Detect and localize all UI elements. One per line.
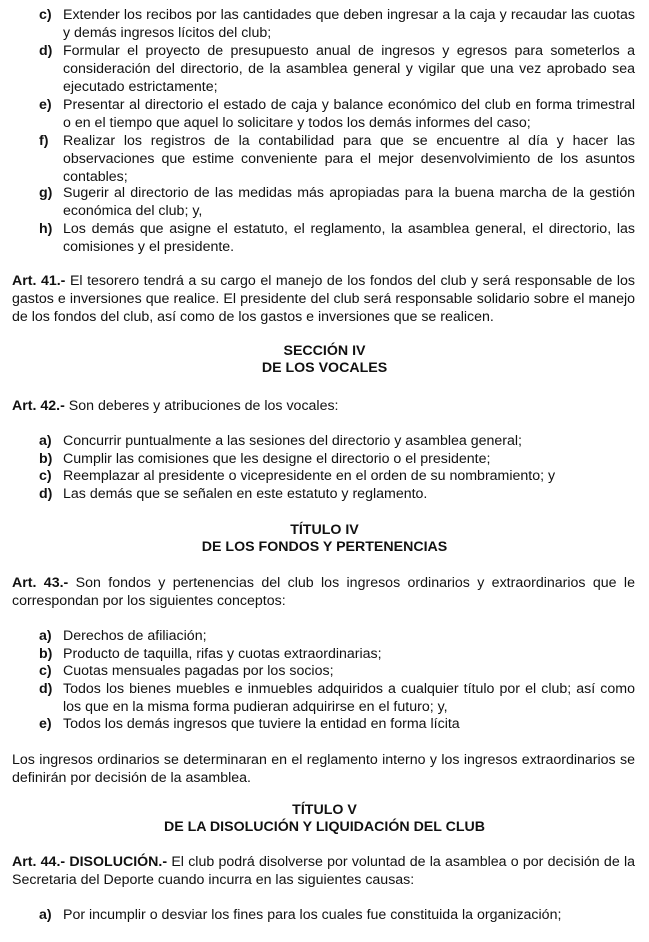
item-letter: e) [39, 716, 52, 732]
item-letter: a) [39, 628, 52, 644]
article-42 [12, 397, 635, 415]
article-41 [12, 272, 635, 326]
item-text: Reemplazar al presidente o vicepresidente en el orden de su nombramiento; y [63, 468, 556, 484]
title-heading-line2: DE LA DISOLUCIÓN Y LIQUIDACIÓN DEL CLUB [163, 819, 486, 835]
item-letter: h) [39, 221, 53, 237]
list-item-c [39, 467, 635, 485]
item-letter: d) [39, 43, 53, 59]
article-label: Art. 42.- [12, 398, 65, 414]
section-heading-line1: SECCIÓN IV [283, 343, 366, 359]
title-heading-line1: TÍTULO V [292, 802, 357, 818]
item-letter: e) [39, 97, 52, 113]
item-text: Por incumplir o desviar los fines para los cuales fue constituida la organización; [63, 907, 562, 923]
item-text: Presentar al directorio el estado de caja y balance económico del club en forma trimestral o en el tiempo que aquel lo solicitare y todos los demás informes del caso; [63, 97, 635, 131]
article-text: El club podrá disolverse por voluntad de la asamblea o por decisión de la Secretaria del Deporte cuando incurra en las siguientes causas: [12, 854, 635, 888]
ingresos-paragraph: Los ingresos ordinarios se determinaran en el reglamento interno y los ingresos extraordinarios se definirán por decisión de la asamblea. [12, 752, 635, 786]
article-44 [12, 853, 635, 889]
item-letter: d) [39, 681, 53, 697]
list-item-d [39, 680, 635, 716]
item-letter: g) [39, 185, 53, 201]
section-heading-line2: DE LOS VOCALES [261, 360, 388, 376]
list-item-d [39, 485, 635, 503]
list-item-f [39, 132, 635, 186]
list-item-e [39, 96, 635, 132]
article-label: Art. 41.- [12, 273, 66, 289]
item-text: Producto de taquilla, rifas y cuotas extraordinarias; [63, 646, 382, 662]
item-text: Sugerir al directorio de las medidas más apropiadas para la buena marcha de la gestión económica del club; y, [63, 185, 635, 219]
list-item-g [39, 184, 635, 220]
item-letter: d) [39, 486, 53, 502]
title-heading-line2: DE LOS FONDOS Y PERTENENCIAS [201, 539, 448, 555]
item-text: Todos los bienes muebles e inmuebles adquiridos a cualquier título por el club; así como los que en la misma forma pudieran adquirirse en el futuro; y, [63, 681, 635, 715]
item-text: Las demás que se señalen en este estatuto y reglamento. [63, 486, 428, 502]
item-letter: c) [39, 663, 52, 679]
article-label: Art. 43.- [12, 575, 69, 591]
item-text: Realizar los registros de la contabilidad para que se encuentre al día y hacer las observaciones que estime conveniente para el mejor desenvolvimiento de los asuntos contables; [63, 133, 635, 185]
title-heading-line1: TÍTULO IV [290, 522, 359, 538]
article-label: Art. 44.- DISOLUCIÓN.- [12, 854, 168, 870]
list-item-b [39, 450, 635, 468]
article-43 [12, 574, 635, 610]
item-text: Concurrir puntualmente a las sesiones del directorio y asamblea general; [63, 433, 522, 449]
list-item-e [39, 715, 635, 733]
item-text: Los demás que asigne el estatuto, el reglamento, la asamblea general, el directorio, las comisiones y el presidente. [63, 221, 635, 255]
item-letter: a) [39, 907, 52, 923]
article-text: Son fondos y pertenencias del club los ingresos ordinarios y extraordinarios que le correspondan por los siguientes conceptos: [12, 575, 635, 609]
article-text: Son deberes y atribuciones de los vocales: [68, 398, 339, 414]
list-item-a [39, 432, 635, 450]
item-text: Formular el proyecto de presupuesto anual de ingresos y egresos para someterlos a consideración del directorio, de la asamblea general y vigilar que una vez aprobado sea ejecutado estrictamente; [63, 43, 635, 95]
list-item-h [39, 220, 635, 256]
item-text: Todos los demás ingresos que tuviere la entidad en forma lícita [63, 716, 460, 732]
list-item-c [39, 6, 635, 42]
item-text: Extender los recibos por las cantidades que deben ingresar a la caja y recaudar las cuotas y demás ingresos lícitos del club; [63, 7, 635, 41]
item-letter: a) [39, 433, 52, 449]
item-text: Derechos de afiliación; [63, 628, 207, 644]
item-letter: b) [39, 646, 53, 662]
item-letter: c) [39, 7, 52, 23]
item-letter: f) [39, 133, 49, 149]
item-letter: b) [39, 451, 53, 467]
list-item-c [39, 662, 635, 680]
list-item-d [39, 42, 635, 96]
item-letter: c) [39, 468, 52, 484]
list-item-b [39, 645, 635, 663]
item-text: Cuotas mensuales pagadas por los socios; [63, 663, 334, 679]
list-item-a [39, 627, 635, 645]
article-text: El tesorero tendrá a su cargo el manejo de los fondos del club y será responsable de los gastos e inversiones que realice. El presidente del club será responsable solidario sobre el manejo de los fondos del club, así como de los gastos e inversiones que se realicen. [12, 273, 635, 325]
list-item-a [39, 906, 635, 924]
item-text: Cumplir las comisiones que les designe el directorio o el presidente; [63, 451, 491, 467]
